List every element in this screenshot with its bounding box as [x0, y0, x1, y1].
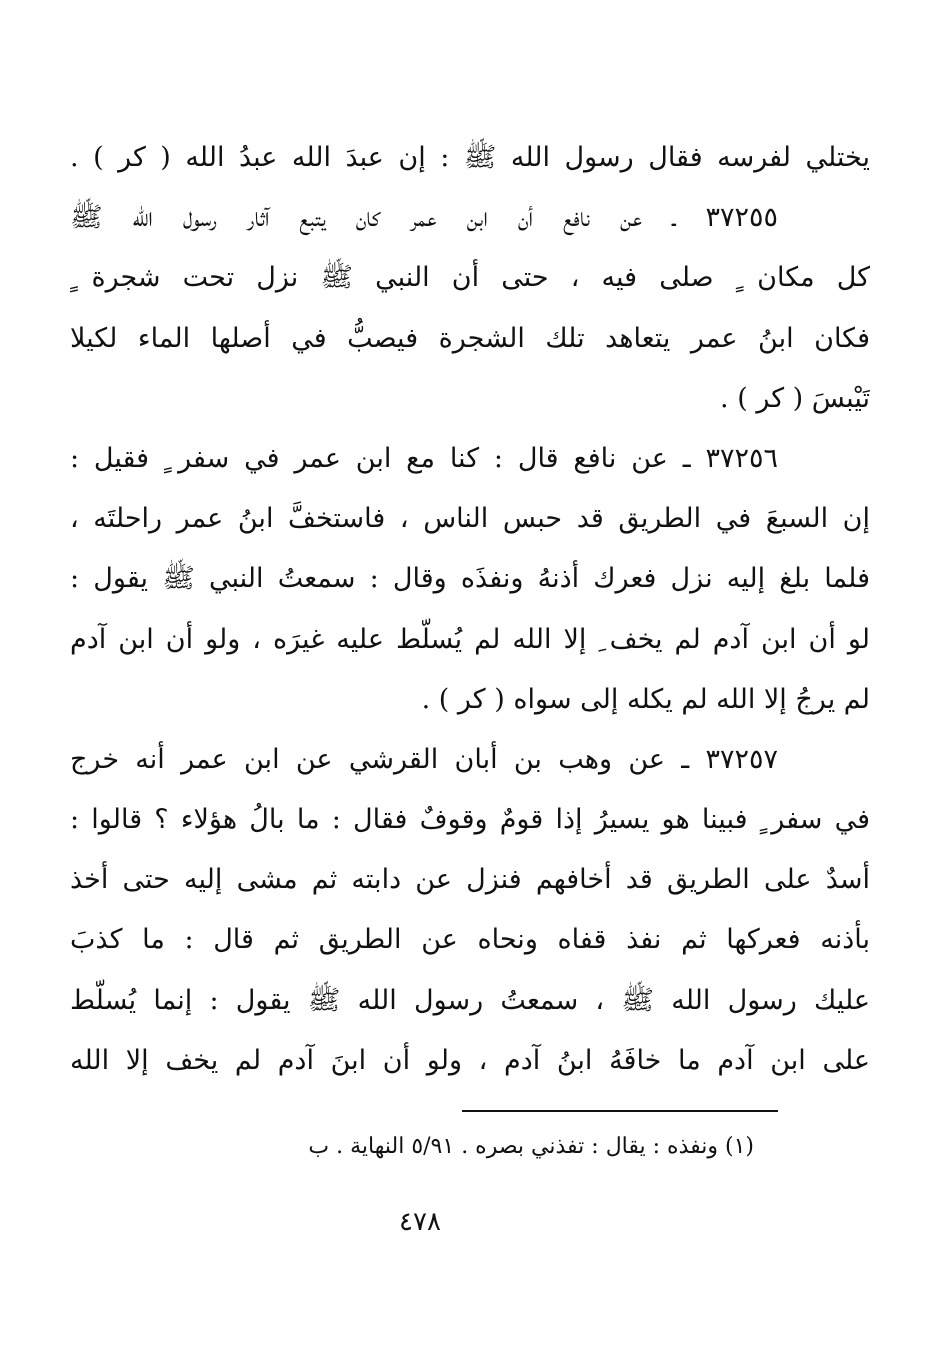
text-line-3: كل مكان ٍ صلى فيه ، حتى أن النبي ﷺ نزل تحت شجرة ٍ	[70, 262, 870, 294]
text-line-13: أسدٌ على الطريق قد أخافهم فنزل عن دابته ثم مشى إليه حتى أخذ	[70, 864, 870, 896]
text-line-1: يختلي لفرسه فقال رسول الله ﷺ : إن عبدَ الله عبدُ الله ( كر ) .	[70, 142, 870, 173]
footnote: (١) ونفذه : يقال : تفذني بصره . ٥/٩١ النهاية . ب	[308, 1134, 754, 1159]
text-line-10: لم يرجُ إلا الله لم يكله إلى سواه ( كر ) .	[421, 683, 870, 715]
main-text	[70, 128, 870, 1091]
text-line-14: بأذنه فعركها ثم نفذ قفاه ونحاه عن الطريق ثم قال : ما كذبَ	[70, 924, 870, 956]
page-number: ٤٧٨	[399, 1207, 441, 1237]
text-line-5: تَيْبسَ ( كر ) .	[720, 382, 870, 414]
text-line-15: عليك رسول الله ﷺ ، سمعتُ رسول الله ﷺ يقول : إنما يُسلّط	[70, 984, 870, 1016]
text-line-2: ٣٧٢٥٥ ـ عن نافع أن ابن عمر كان يتبع آثار رسول الله ﷺ	[70, 202, 778, 234]
text-line-11: ٣٧٢٥٧ ـ عن وهب بن أبان القرشي عن ابن عمر أنه خرج	[70, 743, 778, 775]
text-line-9: لو أن ابن آدم لم يخف ِ إلا الله لم يُسلّط عليه غيرَه ، ولو أن ابن آدم	[70, 623, 870, 655]
text-line-12: في سفر ٍ فبينا هو يسيرُ إذا قومٌ وقوفٌ فقال : ما بالُ هؤلاء ؟ قالوا :	[70, 804, 870, 836]
text-line-4: فكان ابنُ عمر يتعاهد تلك الشجرة فيصبُّ في أصلها الماء لكيلا	[70, 322, 870, 354]
text-line-8: فلما بلغ إليه نزل فعرك أذنهُ ونفذَه وقال : سمعتُ النبي ﷺ يقول :	[70, 563, 870, 595]
footnote-divider	[462, 1110, 778, 1112]
text-line-7: إن السبعَ في الطريق قد حبس الناس ، فاستخفَّ ابنُ عمر راحلتَه ،	[70, 503, 870, 535]
text-line-16: على ابن آدم ما خافَهُ ابنُ آدم ، ولو أن ابنَ آدم لم يخف إلا الله	[70, 1044, 870, 1076]
text-line-6: ٣٧٢٥٦ ـ عن نافع قال : كنا مع ابن عمر في سفر ٍ فقيل :	[70, 442, 778, 474]
